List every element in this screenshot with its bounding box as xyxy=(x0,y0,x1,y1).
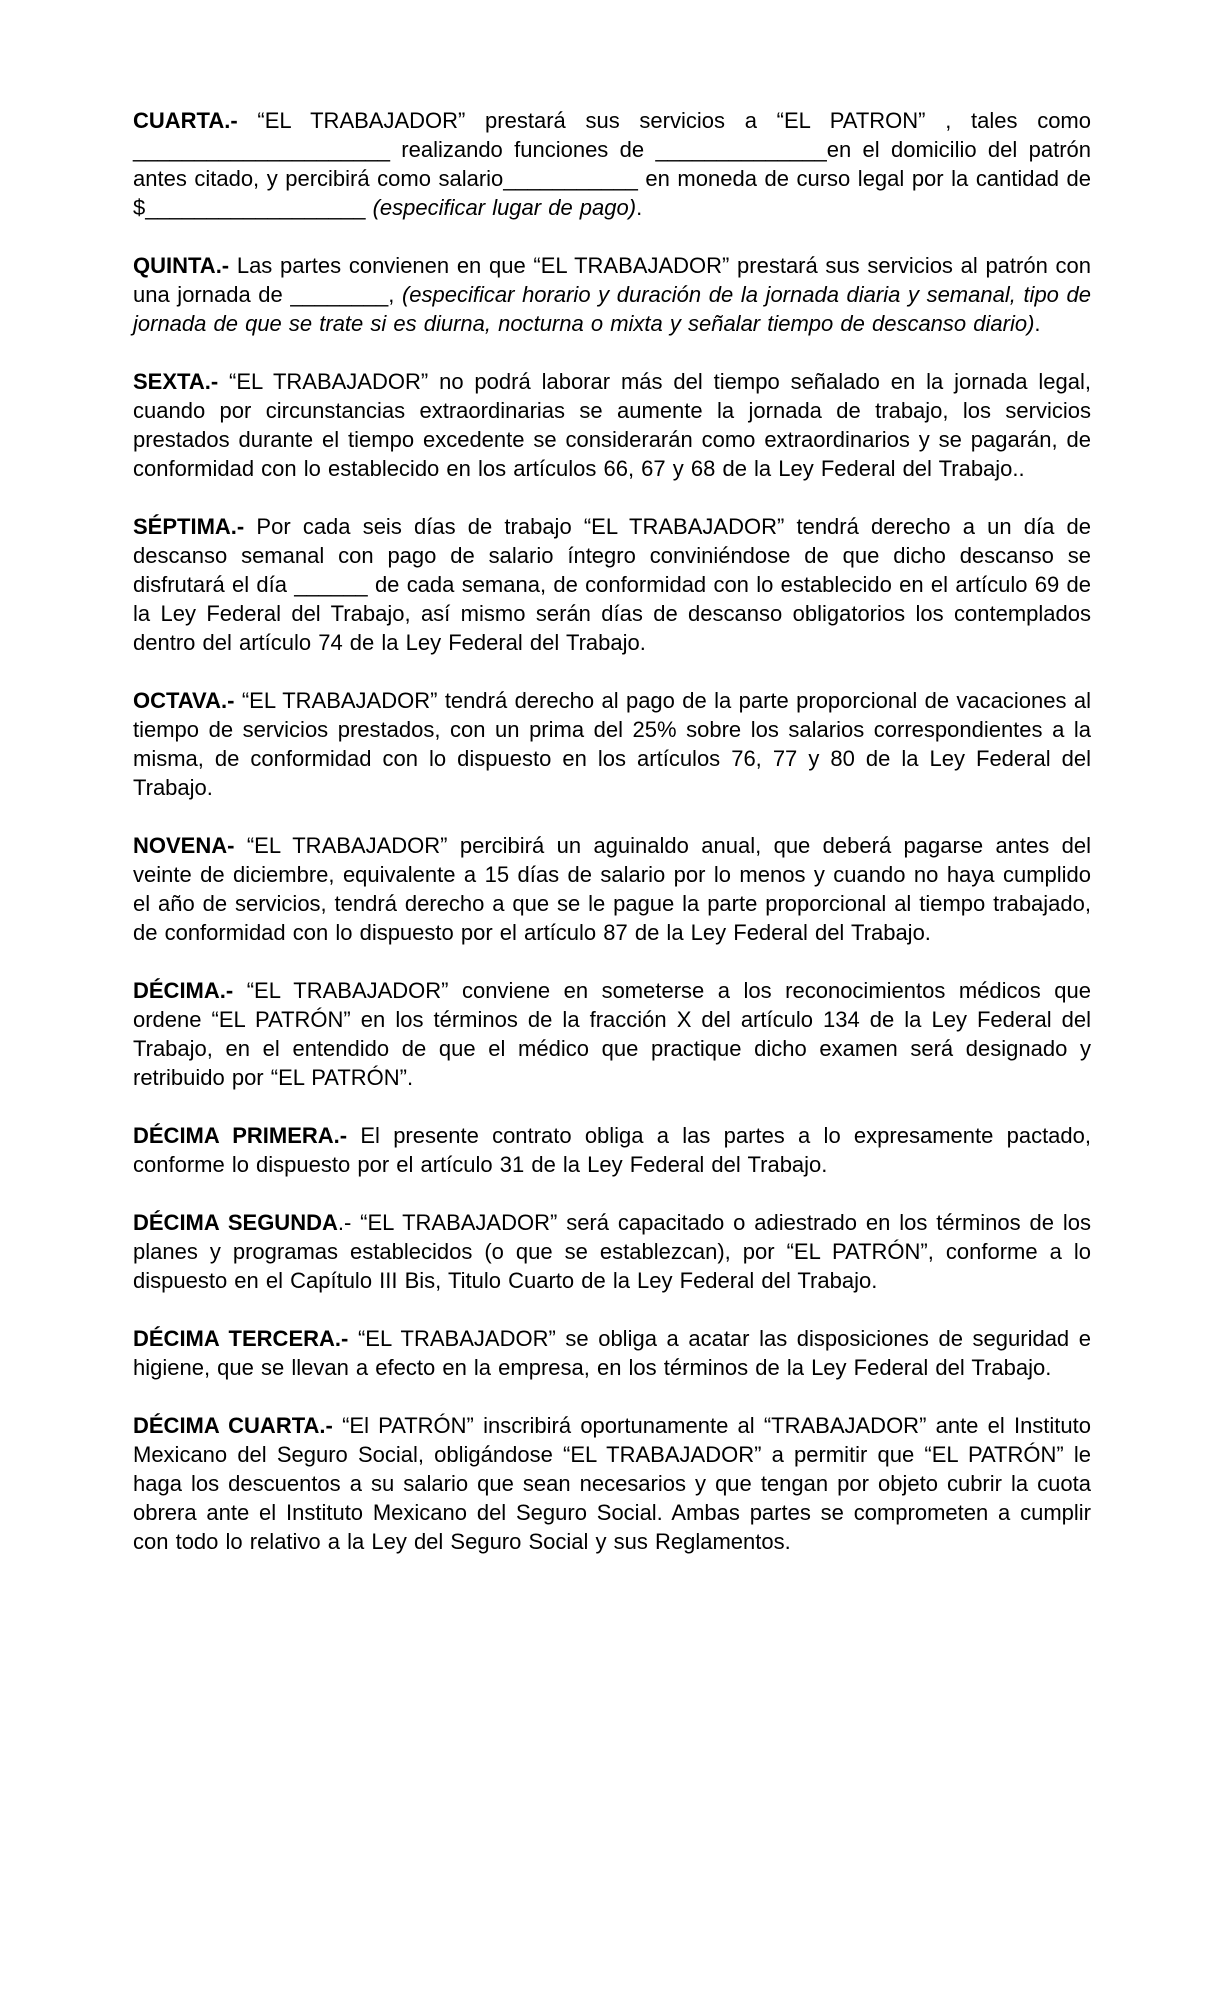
clause-text: “EL TRABAJADOR” prestará sus servicios a “EL PATRON” , tales como _____________________ realizando funciones de ______________en el domicilio del patrón antes citado, y percibirá como salario___________ en moneda de curso legal por la cantidad de $__________________ xyxy=(133,108,1091,220)
clause-text: “EL TRABAJADOR” se obliga a acatar las disposiciones de seguridad e higiene, que se llevan a efecto en la empresa, en los términos de la Ley Federal del Trabajo. xyxy=(133,1326,1091,1380)
clause-text: Por cada seis días de trabajo “EL TRABAJADOR” tendrá derecho a un día de descanso semanal con pago de salario íntegro conviniéndose de que dicho descanso se disfrutará el día ______ de cada semana, de conformidad con lo establecido en el artículo 69 de la Ley Federal del Trabajo, así mismo serán días de descanso obligatorios los contemplados dentro del artículo 74 de la Ley Federal del Trabajo. xyxy=(133,514,1091,655)
clause-decima-primera xyxy=(133,1121,1091,1179)
clause-octava xyxy=(133,686,1091,802)
clause-cuarta xyxy=(133,106,1091,222)
clause-text: “EL TRABAJADOR” percibirá un aguinaldo anual, que deberá pagarse antes del veinte de diciembre, equivalente a 15 días de salario por lo menos y cuando no haya cumplido el año de servicios, tendrá derecho a que se le pague la parte proporcional al tiempo trabajado, de conformidad con lo dispuesto por el artículo 87 de la Ley Federal del Trabajo. xyxy=(133,833,1092,945)
clause-text: “EL TRABAJADOR” no podrá laborar más del tiempo señalado en la jornada legal, cuando por circunstancias extraordinarias se aumente la jornada de trabajo, los servicios prestados durante el tiempo excedente se considerarán como extraordinarios y se pagarán, de conformidad con lo establecido en los artículos 66, 67 y 68 de la Ley Federal del Trabajo.. xyxy=(133,369,1092,481)
clause-heading: SÉPTIMA.- xyxy=(133,514,257,539)
clause-heading: DÉCIMA PRIMERA.- xyxy=(133,1123,361,1148)
clause-sexta xyxy=(133,367,1091,483)
clause-heading: QUINTA.- xyxy=(133,253,237,278)
clause-decima-tercera xyxy=(133,1324,1091,1382)
contract-clauses xyxy=(133,106,1091,1585)
clause-novena xyxy=(133,831,1091,947)
clause-septima xyxy=(133,512,1091,657)
clause-decima-cuarta xyxy=(133,1411,1091,1556)
clause-instruction-italic: (especificar lugar de pago) xyxy=(372,195,637,220)
clause-heading: NOVENA- xyxy=(133,833,247,858)
clause-text: “El PATRÓN” inscribirá oportunamente al “TRABAJADOR” ante el Instituto Mexicano del Seguro Social, obligándose “EL TRABAJADOR” a permitir que “EL PATRÓN” le haga los descuentos a su salario que sean necesarios y que tengan por objeto cubrir la cuota obrera ante el Instituto Mexicano del Seguro Social. Ambas partes se comprometen a cumplir con todo lo relativo a la Ley del Seguro Social y sus Reglamentos. xyxy=(133,1413,1091,1554)
clause-decima-segunda xyxy=(133,1208,1091,1295)
clause-text: . xyxy=(1034,311,1041,336)
clause-quinta xyxy=(133,251,1091,338)
clause-text: Las partes convienen en que “EL TRABAJADOR” prestará sus servicios al patrón con una jornada de ________, xyxy=(133,253,1091,307)
clause-heading: CUARTA.- xyxy=(133,108,258,133)
clause-instruction-italic: (especificar horario y duración de la jornada diaria y semanal, tipo de jornada de que se trate si es diurna, nocturna o mixta y señalar tiempo de descanso diario) xyxy=(133,282,1091,336)
clause-heading: SEXTA.- xyxy=(133,369,230,394)
clause-text: “EL TRABAJADOR” tendrá derecho al pago de la parte proporcional de vacaciones al tiempo de servicios prestados, con un prima del 25% sobre los salarios correspondientes a la misma, de conformidad con lo dispuesto en los artículos 76, 77 y 80 de la Ley Federal del Trabajo. xyxy=(133,688,1091,800)
clause-heading: DÉCIMA CUARTA.- xyxy=(133,1413,343,1438)
clause-heading: DÉCIMA TERCERA.- xyxy=(133,1326,358,1351)
clause-text: .- “EL TRABAJADOR” será capacitado o adiestrado en los términos de los planes y programas establecidos (o que se establezcan), por “EL PATRÓN”, conforme a lo dispuesto en el Capítulo III Bis, Titulo Cuarto de la Ley Federal del Trabajo. xyxy=(133,1210,1091,1293)
clause-heading: DÉCIMA.- xyxy=(133,978,247,1003)
clause-heading: OCTAVA.- xyxy=(133,688,242,713)
clause-heading: DÉCIMA SEGUNDA xyxy=(133,1210,338,1235)
clause-text: . xyxy=(636,195,643,220)
clause-text: El presente contrato obliga a las partes a lo expresamente pactado, conforme lo dispuesto por el artículo 31 de la Ley Federal del Trabajo. xyxy=(133,1123,1092,1177)
clause-decima xyxy=(133,976,1091,1092)
clause-text: “EL TRABAJADOR” conviene en someterse a los reconocimientos médicos que ordene “EL PATRÓN” en los términos de la fracción X del artículo 134 de la Ley Federal del Trabajo, en el entendido de que el médico que practique dicho examen será designado y retribuido por “EL PATRÓN”. xyxy=(133,978,1092,1090)
